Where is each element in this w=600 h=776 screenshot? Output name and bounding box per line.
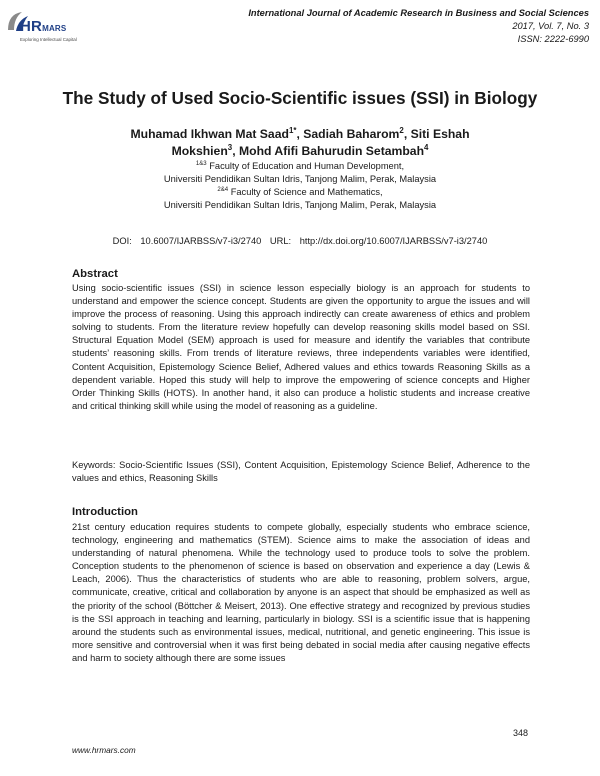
doi-line — [0, 236, 600, 246]
url-label: URL: — [269, 236, 292, 246]
abstract-heading: Abstract — [72, 268, 118, 280]
paper-title: The Study of Used Socio-Scientific issues (SSI) in Biology — [62, 88, 538, 108]
author-name: Mohd Afifi Bahurudin Setambah — [238, 144, 425, 158]
publisher-logo — [6, 10, 88, 50]
author-list: Muhamad Ikhwan Mat Saad$^{1*}$, Sadiah Baharom$^2$, Siti Eshah Mokshien$^3$, Mohd Afifi Bahurudin Setambah$^4$ — [130, 125, 470, 158]
keywords: Keywords: Socio-Scientific Issues (SSI), Content Acquisition, Epistemology Science Belief, Adherence to the values and ethics, Reasoning Skills — [72, 460, 530, 484]
author-name: Muhamad Ikhwan Mat Saad — [130, 127, 289, 141]
journal-issn: ISSN: 2222-6990 — [517, 34, 589, 44]
doi-label: DOI: — [112, 236, 132, 246]
footer-url[interactable]: www.hrmars.com — [72, 745, 136, 755]
journal-header — [189, 7, 589, 46]
doi-value[interactable]: 10.6007/IJARBSS/v7-i3/2740 — [140, 236, 262, 246]
abstract-text: Using socio-scientific issues (SSI) in science lesson especially biology is an approach for students to understand and empower the science concept. Students are given the opportunity to argue the issues and will improve the process of reasoning. Using this approach indirectly can create awareness of ethics and problem solving to students. From the literature review hopefully can develop reasoning skills model based on SSI. Structural Equation Model (SEM) approach is used for measure and identify the variables that contribute students’ reasoning skills. From trends of literature reviews, three independents variables were identified, Content Acquisition, Epistemology Science Belief, Adhered values and ethics towards Reasoning Skills as a dependent variable. Hoped this study will help to improve the empowering of science concepts and Higher Order Thinking Skills (HOTS). In another hand, it also can produce a holistic students and increase creative and critical thinking skill while using the model of reasoning as a guideline. — [72, 283, 530, 411]
author-sup: 1* — [288, 125, 297, 135]
affiliation-line: Universiti Pendidikan Sultan Idris, Tanjong Malim, Perak, Malaysia — [163, 200, 437, 210]
affiliation-line: $^{2\&4}$ Faculty of Science and Mathematics, — [217, 186, 383, 197]
logo-tagline: Exploring Intellectual Capital — [20, 37, 77, 42]
author-name: Sadiah Baharom — [303, 127, 400, 141]
author-name: Siti Eshah Mokshien — [171, 127, 470, 158]
affiliation-line: $^{1\&3}$ Faculty of Education and Human Development, — [195, 160, 405, 171]
journal-name: International Journal of Academic Research in Business and Social Sciences — [248, 8, 589, 18]
affiliation-line: Universiti Pendidikan Sultan Idris, Tanjong Malim, Perak, Malaysia — [163, 174, 437, 184]
author-sup: 3 — [227, 142, 233, 152]
page-number: 348 — [512, 728, 528, 738]
introduction-heading: Introduction — [72, 506, 138, 518]
doi-url-link[interactable]: http://dx.doi.org/10.6007/IJARBSS/v7-i3/2740 — [299, 236, 488, 246]
author-sup: 2 — [399, 125, 404, 135]
affiliations — [100, 160, 500, 212]
logo-text: HRMARS — [20, 18, 67, 35]
introduction-text: 21st century education requires students to compete globally, especially students who embrace science, technology, engineering and mathematics (STEM). Science aims to make the association of ideas and understanding of natural phenomena. While the technology used to produce tools to solve the problem. Conception students to the phenomenon of science is based on observation and experience a day (Lewis & Leach, 2006). Thus the characteristics of students who are able to reasoning, problem solvers, argue, communicate, creative, critical and collaboration by anyone is an aspect that should be emphasized as well as the priority of the school (Böttcher & Meisert, 2013). One effective strategy and recognized by previous studies is the SSI approach in teaching and learning, particularly in biology. SSI is a scientific issue that is happening around the students such as environmental issues, medical, nutritional, and genetic engineering. This issue is more sensitive and controversial when it was first being debated in social media after causing negative effects and harm to society although there are some issues — [72, 522, 530, 663]
journal-volume: 2017, Vol. 7, No. 3 — [512, 21, 589, 31]
author-sup: 4 — [424, 142, 429, 152]
